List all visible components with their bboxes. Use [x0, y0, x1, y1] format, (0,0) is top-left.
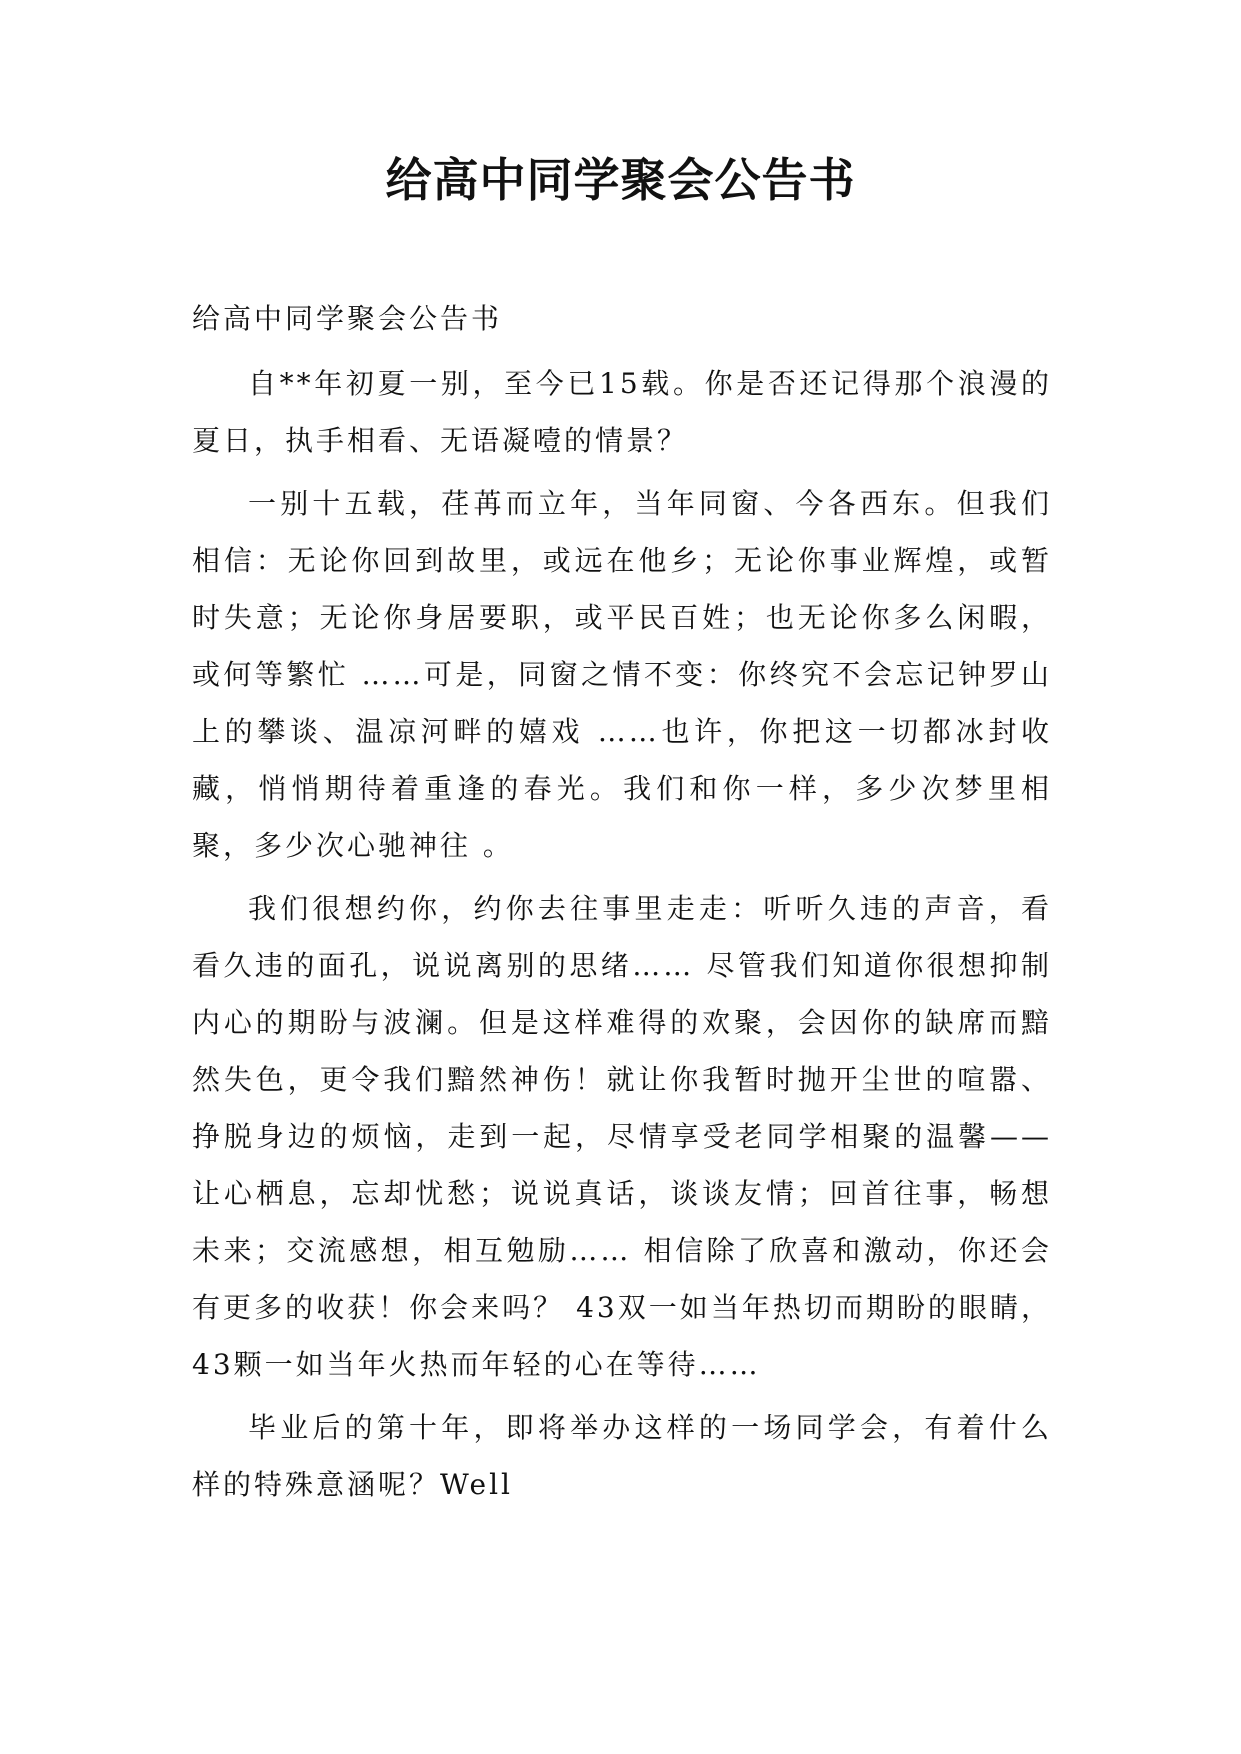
- document-title: 给高中同学聚会公告书: [385, 153, 856, 207]
- paragraph: 一别十五载，荏苒而立年，当年同窗、今各西东。但我们相信：无论你回到故里，或远在他乡；无论你事业辉煌，或暂时失意；无论你身居要职，或平民百姓；也无论你多么闲暇，或何等繁忙 ……可是，同窗之情不变：你终究不会忘记钟罗山上的攀谈、温凉河畔的嬉戏 ……也许，你把这一切都冰封收藏，悄悄期待着重逢的春光。我们和你一样，多少次梦里相聚，多少次心驰神往 。: [192, 487, 1052, 862]
- paragraph: 毕业后的第十年，即将举办这样的一场同学会，有着什么样的特殊意涵呢？Well: [192, 1411, 1052, 1501]
- paragraph: 我们很想约你，约你去往事里走走：听听久违的声音，看看久违的面孔，说说离别的思绪…… 尽管我们知道你很想抑制内心的期盼与波澜。但是这样难得的欢聚，会因你的缺席而黯然失色，更令我们黯然神伤！就让你我暂时抛开尘世的喧嚣、挣脱身边的烦恼，走到一起，尽情享受老同学相聚的温馨——让心栖息，忘却忧愁；说说真话，谈谈友情；回首往事，畅想未来；交流感想，相互勉励…… 相信除了欣喜和激动，你还会有更多的收获！你会来吗？ 43双一如当年热切而期盼的眼睛，43颗一如当年火热而年轻的心在等待……: [192, 892, 1052, 1381]
- document-subtitle: 给高中同学聚会公告书: [192, 302, 503, 335]
- paragraph: 自**年初夏一别，至今已15载。你是否还记得那个浪漫的夏日，执手相看、无语凝噎的情景？: [192, 367, 1052, 457]
- document-body: [192, 290, 1052, 1513]
